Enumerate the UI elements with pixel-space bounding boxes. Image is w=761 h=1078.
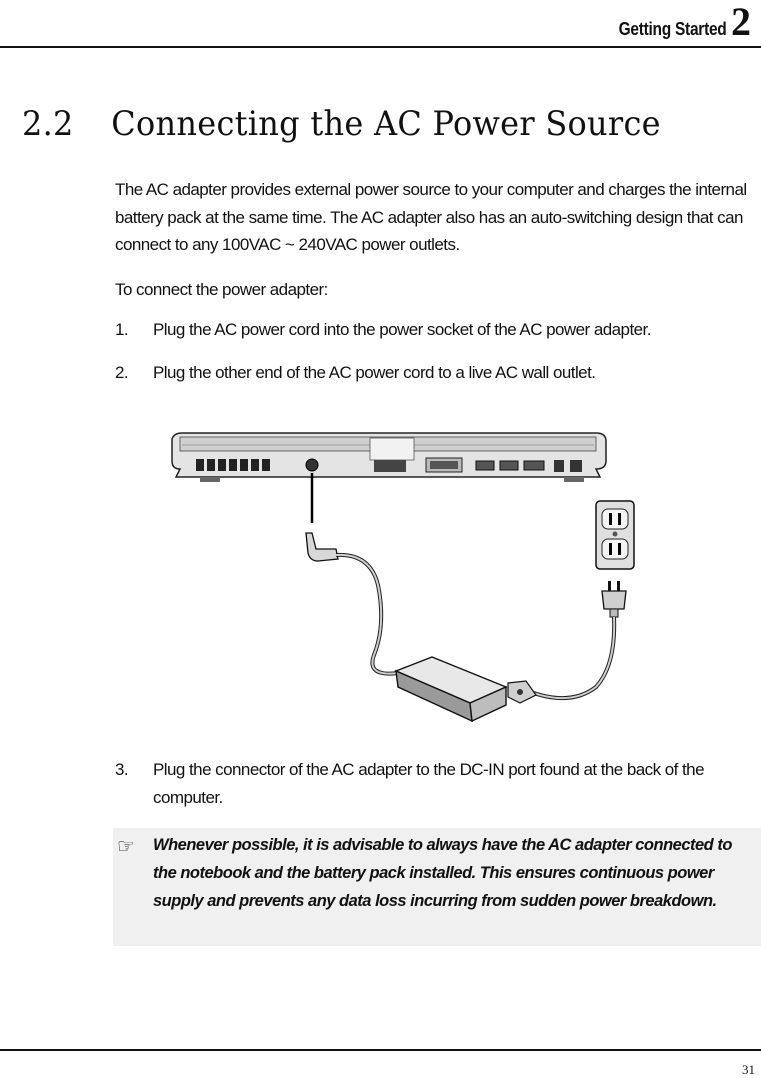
chapter-heading bbox=[601, 2, 751, 42]
ac-plug bbox=[602, 581, 626, 617]
intro-text: The AC adapter provides external power source to your computer and charges the internal battery pack at the same time. The AC adapter also has an auto-switching design that can connect to any 100VAC ~ 240VAC power outlets. bbox=[115, 180, 747, 254]
ac-adapter bbox=[396, 657, 536, 721]
intro-paragraph bbox=[115, 176, 755, 259]
section-title-text: Connecting the AC Power Source bbox=[111, 104, 661, 144]
page-number: 31 bbox=[742, 1062, 755, 1077]
wall-outlet bbox=[596, 501, 634, 569]
note-text: Whenever possible, it is advisable to always have the AC adapter connected to the notebook and the battery pack installed. This ensures continuous power supply and prevents any data loss incurring from sudden power breakdown. bbox=[153, 836, 732, 910]
note-box bbox=[113, 828, 761, 946]
section-number: 2.2 bbox=[22, 104, 74, 144]
illustration-svg bbox=[160, 425, 640, 725]
dc-plug bbox=[306, 533, 338, 561]
step-text: Plug the connector of the AC adapter to the DC-IN port found at the back of the computer. bbox=[153, 760, 704, 807]
step-1 bbox=[115, 316, 755, 344]
chapter-number: 2 bbox=[731, 0, 751, 44]
step-number: 2. bbox=[115, 363, 129, 382]
step-number: 1. bbox=[115, 320, 129, 339]
page-header bbox=[0, 0, 761, 48]
adapter-connection-illustration bbox=[160, 425, 640, 725]
step-text: Plug the AC power cord into the power socket of the AC power adapter. bbox=[153, 320, 651, 339]
step-2 bbox=[115, 359, 755, 387]
chapter-label: Getting Started bbox=[619, 19, 727, 39]
instruction-lead bbox=[115, 276, 755, 304]
step-3 bbox=[115, 756, 755, 811]
page-footer-rule bbox=[0, 1049, 761, 1051]
step-text: Plug the other end of the AC power cord to a live AC wall outlet. bbox=[153, 363, 596, 382]
pointing-hand-icon: ☞ bbox=[117, 834, 135, 858]
step-number: 3. bbox=[115, 760, 129, 779]
section-title bbox=[22, 104, 661, 144]
laptop-back bbox=[172, 433, 606, 482]
instruction-lead-text: To connect the power adapter: bbox=[115, 280, 328, 299]
